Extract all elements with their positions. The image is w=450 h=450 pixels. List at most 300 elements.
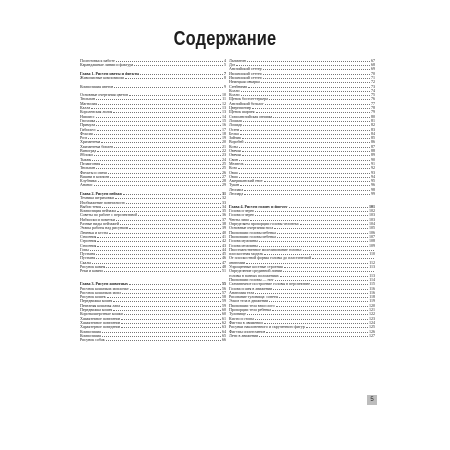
toc-entry-title: Деревья и кусты: [80, 230, 109, 235]
toc-entry-title: Дог: [229, 63, 236, 67]
toc-entry: [80, 183, 226, 187]
toc-entry-page: 85: [371, 135, 375, 140]
toc-leader-dots: [239, 144, 370, 148]
toc-leader-dots: [110, 174, 221, 178]
toc-entry-title: Белка: [229, 131, 239, 136]
toc-entry-page: 105: [369, 225, 375, 230]
toc-entry-title: Анатомия тела: [229, 290, 255, 295]
toc-entry-title: Определяем пропорции головы человека: [229, 222, 299, 226]
toc-entry-title: Роза: [80, 136, 88, 140]
toc-entry-title: Свин: [229, 157, 238, 162]
toc-entry-title: Основные очертания носа: [229, 226, 274, 230]
toc-leader-dots: [240, 131, 370, 135]
toc-entry-title: Калла: [80, 106, 91, 110]
toc-entry-page: 47: [222, 259, 226, 265]
toc-entry-title: Передвижка кошек: [80, 299, 113, 303]
toc-entry-page: 88: [371, 148, 375, 153]
toc-leader-dots: [106, 264, 221, 268]
toc-entry-title: Ирландский сеттер: [229, 75, 262, 80]
toc-entry-page: 9: [224, 83, 226, 89]
toc-leader-dots: [248, 84, 370, 88]
toc-leader-dots: [96, 97, 221, 101]
toc-entry-title: Щенок бостон-терьера: [229, 97, 268, 101]
toc-leader-dots: [114, 144, 221, 148]
toc-leader-dots: [245, 140, 370, 144]
toc-entry-page: 82: [371, 122, 375, 127]
toc-leader-dots: [117, 208, 221, 212]
toc-leader-dots: [277, 234, 368, 238]
toc-leader-dots: [106, 337, 221, 341]
toc-leader-dots: [241, 88, 370, 92]
toc-entry-title: Глава 2. Рисуем пейзаж: [80, 192, 123, 196]
toc-leader-dots: [264, 178, 370, 182]
toc-leader-dots: [92, 260, 221, 264]
toc-leader-dots: [115, 196, 221, 200]
toc-entry-page: 60: [222, 307, 226, 312]
toc-entry-page: 94: [371, 174, 375, 179]
toc-entry: [229, 191, 375, 195]
toc-entry-page: 99: [371, 191, 375, 196]
toc-leader-dots: [284, 264, 368, 268]
toc-leader-dots: [264, 251, 368, 255]
toc-leader-dots: [255, 208, 368, 212]
toc-entry-page: 57: [222, 290, 226, 295]
toc-leader-dots: [241, 92, 370, 96]
toc-leader-dots: [239, 157, 370, 161]
toc-leader-dots: [97, 127, 221, 131]
toc-entry-page: 46: [222, 255, 226, 260]
toc-leader-dots: [92, 157, 221, 161]
toc-leader-dots: [129, 92, 221, 96]
toc-entry-page: 59: [222, 302, 226, 308]
toc-leader-dots: [102, 333, 221, 337]
toc-right-column: [229, 58, 375, 337]
toc-entry-title: Ирландский сеттер: [229, 71, 262, 76]
toc-entry-title: Овца: [229, 174, 238, 179]
toc-leader-dots: [255, 213, 368, 217]
toc-leader-dots: [94, 153, 221, 157]
toc-leader-dots: [263, 71, 370, 75]
toc-leader-dots: [247, 58, 370, 62]
toc-entry-page: 63: [222, 324, 226, 329]
toc-entry-title: плоскостная модель: [229, 252, 264, 256]
toc-entry-page: 15: [222, 118, 226, 123]
toc-entry-page: 103: [369, 212, 375, 217]
toc-entry-title: головы в разных положениях: [229, 273, 279, 278]
toc-leader-dots: [311, 281, 368, 285]
page-number-badge: 5: [367, 395, 377, 405]
toc-leader-dots: [239, 174, 370, 178]
toc-entry-title: Сенбернар: [229, 84, 248, 89]
toc-leader-dots: [259, 243, 368, 247]
toc-entry-page: 18: [222, 131, 226, 136]
toc-entry-page: 14: [222, 113, 226, 119]
toc-leader-dots: [101, 140, 221, 144]
toc-entry-page: 79: [371, 109, 375, 114]
toc-entry: [80, 269, 226, 273]
toc-entry-page: 65: [222, 333, 226, 338]
toc-entry-page: 23: [222, 152, 226, 157]
toc-entry-page: 35: [222, 208, 226, 213]
toc-leader-dots: [102, 204, 221, 208]
toc-leader-dots: [140, 71, 223, 75]
toc-entry-page: 24: [222, 156, 226, 162]
toc-entry-title: Строения: [80, 243, 97, 248]
toc-entry-title: Туловище: [229, 312, 246, 316]
toc-entry-page: 103: [369, 216, 375, 222]
toc-spacer: [229, 196, 375, 205]
toc-entry-page: 93: [371, 169, 375, 175]
toc-entry-page: 12: [222, 100, 226, 106]
toc-entry-title: Разные виды пейзажей: [80, 222, 119, 226]
toc-entry-title: Характерное поведение: [80, 316, 121, 321]
toc-entry-page: 31: [222, 191, 226, 196]
toc-leader-dots: [269, 299, 368, 303]
toc-leader-dots: [121, 324, 221, 328]
toc-entry-page: 7: [224, 70, 226, 76]
toc-entry-page: 112: [369, 259, 375, 265]
toc-entry-title: Техника штриховки: [80, 196, 114, 200]
toc-entry-title: Нарцисс: [80, 114, 95, 119]
toc-entry-page: 38: [222, 221, 226, 226]
toc-leader-dots: [98, 101, 221, 105]
toc-leader-dots: [108, 170, 221, 174]
toc-entry-page: 113: [369, 272, 375, 278]
toc-entry-title: Тыквы: [80, 157, 92, 162]
toc-entry-title: Передвижка кошек: [80, 308, 113, 312]
toc-entry-title: Воробей: [229, 140, 244, 144]
toc-entry-title: Композиция: [80, 329, 101, 333]
toc-entry-title: Овца: [229, 170, 238, 175]
toc-entry-page: 118: [369, 294, 375, 299]
toc-entry-page: 74: [371, 88, 375, 93]
toc-entry-page: 44: [222, 247, 226, 252]
toc-entry-page: 125: [369, 324, 375, 329]
toc-entry-page: 41: [222, 234, 226, 239]
toc-entry-page: 64: [222, 328, 226, 333]
toc-entry-title: Этапы работы над рисунком: [80, 226, 129, 230]
toc-entry-page: 120: [369, 302, 375, 308]
toc-leader-dots: [97, 148, 221, 152]
toc-entry-title: Основные очертания цветов: [80, 93, 128, 97]
toc-leader-dots: [107, 294, 221, 298]
toc-leader-dots: [97, 243, 221, 247]
toc-leader-dots: [101, 161, 221, 165]
toc-entry-title: Эскиз тела в движении: [229, 299, 269, 303]
toc-leader-dots: [238, 165, 370, 169]
toc-entry-page: 84: [371, 131, 375, 136]
toc-entry-title: Лошадь: [229, 123, 243, 127]
toc-entry-title: Фигуры спортсменов: [229, 329, 266, 333]
toc-entry-title: Королевская лилия: [80, 110, 113, 114]
toc-entry-title: Характерное поведение: [80, 325, 121, 329]
toc-entry-page: 60: [222, 311, 226, 316]
toc-leader-dots: [279, 294, 368, 298]
toc-entry-title: Короткошерстные кошки: [80, 312, 123, 316]
toc-entry-title: Овечьи: [229, 153, 242, 157]
toc-entry-page: 121: [369, 307, 375, 312]
toc-entry-page: 123: [369, 315, 375, 321]
toc-entry-page: 19: [222, 135, 226, 140]
toc-entry-page: 114: [369, 277, 375, 282]
toc-leader-dots: [114, 84, 223, 88]
toc-entry-page: 72: [371, 79, 375, 84]
toc-leader-dots: [122, 290, 221, 294]
toc-leader-dots: [244, 191, 370, 195]
toc-entry-title: Рисование туловища: советы: [229, 295, 279, 299]
toc-leader-dots: [88, 135, 221, 139]
toc-entry-page: 61: [222, 315, 226, 321]
toc-leader-dots: [266, 329, 368, 333]
toc-entry-title: Голова мужчины: [229, 239, 258, 243]
toc-entry-title: Дети в движении: [229, 333, 259, 338]
toc-entry-title: Голова мужчины: [229, 243, 258, 248]
toc-entry-title: Композиция цветов: [80, 84, 114, 89]
toc-leader-dots: [121, 316, 221, 320]
toc-entry-title: Пропорции головы ребенка: [229, 234, 276, 239]
toc-entry-page: 77: [371, 100, 375, 106]
toc-entry: [80, 62, 226, 66]
toc-entry-page: 91: [371, 161, 375, 166]
toc-entry-title: Немецкая овчарка: [229, 80, 260, 84]
toc-leader-dots: [243, 118, 370, 122]
toc-entry-title: Медведь: [229, 161, 244, 166]
toc-entry-page: 124: [369, 320, 375, 325]
toc-entry-page: 4: [224, 58, 226, 63]
toc-entry-page: 127: [369, 333, 375, 338]
toc-entry-page: 37: [222, 216, 226, 222]
toc-entry-title: Передняя кошачья лапа: [80, 303, 120, 308]
toc-entry-title: Рисунок камня: [80, 265, 106, 269]
toc-entry-title: Фрукты и орехи: [80, 170, 108, 175]
toc-entry-page: 36: [222, 212, 226, 217]
toc-entry-page: 28: [222, 178, 226, 183]
toc-entry-title: Глава 4. Рисуем голову и фигуру: [229, 204, 288, 209]
toc-entry-title: Ананас: [80, 183, 93, 187]
toc-entry-page: 119: [369, 298, 375, 303]
toc-entry-title: Характерное поведение: [80, 320, 121, 325]
toc-entry-title: Пространственное моделирование головы:: [229, 247, 302, 252]
toc-entry-title: Виноград: [80, 149, 97, 153]
toc-leader-dots: [250, 217, 368, 221]
toc-entry-title: Изображение поверхности: [80, 200, 126, 205]
toc-leader-dots: [263, 67, 370, 71]
toc-leader-dots: [98, 178, 221, 182]
toc-entry-title: От плоскостной формы головы до пластической: [229, 256, 312, 260]
toc-entry-page: 25: [222, 161, 226, 166]
toc-entry-title: Вишни в корзине: [80, 174, 110, 179]
toc-entry-title: Голова и шея в движении: [229, 286, 273, 291]
toc-leader-dots: [273, 286, 368, 290]
toc-entry-title: Клубника: [80, 179, 97, 183]
toc-entry-page: 51: [222, 268, 226, 273]
toc-entry-page: 116: [369, 290, 375, 295]
toc-entry-page: 86: [371, 139, 375, 144]
toc-entry-title: Далматин: [229, 58, 246, 63]
toc-entry-page: 96: [371, 182, 375, 187]
toc-leader-dots: [116, 217, 221, 221]
toc-entry-page: 40: [222, 229, 226, 235]
toc-leader-dots: [129, 226, 221, 230]
toc-entry-title: Упрощенные костные строения: [229, 265, 283, 269]
toc-entry-page: 71: [371, 75, 375, 80]
toc-entry-page: 109: [369, 242, 375, 248]
toc-leader-dots: [247, 312, 368, 316]
toc-entry-title: Козы: [229, 144, 238, 149]
toc-entry-title: Черты лица: [229, 217, 249, 222]
toc-entry-title: Колли: [229, 88, 240, 93]
toc-entry-page: 17: [222, 126, 226, 132]
toc-entry-page: 107: [369, 234, 375, 239]
toc-leader-dots: [256, 110, 370, 114]
toc-entry-page: 32: [222, 195, 226, 200]
toc-entry-page: 95: [371, 178, 375, 183]
toc-entry-title: Глава 3. Рисуем животных: [80, 282, 129, 286]
toc-leader-dots: [263, 75, 370, 79]
toc-entry-page: 11: [222, 96, 226, 101]
toc-leader-dots: [303, 247, 374, 251]
toc-entry-title: Колли: [229, 93, 240, 97]
toc-entry-title: Реки и камни: [80, 269, 103, 273]
toc-leader-dots: [264, 320, 368, 324]
toc-entry-page: 42: [222, 238, 226, 243]
toc-entry-title: Зайчик: [229, 136, 242, 140]
toc-entry-page: 73: [371, 83, 375, 89]
toc-entry-page: 67: [371, 58, 375, 63]
toc-entry-title: Скалы: [80, 260, 92, 265]
toc-leader-dots: [90, 247, 221, 251]
toc-leader-dots: [275, 277, 369, 281]
toc-leader-dots: [240, 183, 370, 187]
toc-entry-title: Пустыня: [80, 252, 96, 256]
toc-spacer: [80, 273, 226, 282]
toc-entry: [80, 84, 226, 88]
toc-entry-page: 104: [369, 221, 375, 226]
toc-leader-dots: [138, 213, 221, 217]
toc-entry-title: Горы: [80, 247, 89, 252]
toc-entry-title: Определение срединной линии: [229, 269, 283, 273]
toc-entry-title: Леопард: [229, 187, 244, 192]
toc-leader-dots: [129, 281, 221, 285]
toc-entry-title: Рисунки наклоненного и скрученного фигур: [229, 325, 305, 329]
toc-entry-title: Карандашные линии и фактура: [80, 63, 134, 67]
toc-leader-dots: [124, 312, 221, 316]
toc-leader-dots: [104, 269, 221, 273]
toc-leader-dots: [130, 286, 221, 290]
toc-leader-dots: [102, 329, 221, 333]
toc-entry-page: 101: [369, 204, 375, 209]
toc-leader-dots: [277, 230, 368, 234]
toc-entry-page: 66: [222, 337, 226, 342]
toc-entry-title: Композиция пейзажа: [80, 209, 116, 213]
toc-leader-dots: [245, 161, 370, 165]
toc-leader-dots: [123, 191, 221, 195]
toc-entry-page: 68: [371, 62, 375, 67]
toc-entry-page: 80: [371, 113, 375, 119]
toc-entry-title: Наброски и пометки: [80, 217, 116, 222]
toc-leader-dots: [240, 127, 370, 131]
toc-entry-title: Кисти и стопы: [229, 316, 254, 321]
toc-leader-dots: [300, 221, 368, 225]
toc-leader-dots: [113, 299, 221, 303]
toc-entry-title: Рисунок кошек: [80, 295, 106, 299]
toc-entry-page: 92: [371, 165, 375, 170]
toc-entry-title: Голова и череп: [229, 209, 255, 213]
toc-leader-dots: [246, 260, 368, 264]
toc-entry-title: Цвергпинчер: [229, 106, 252, 110]
toc-entry-title: Щенок шарпея: [229, 110, 255, 114]
toc-entry-title: Гвоздика: [80, 118, 96, 123]
toc-entry-title: Тюльпан: [80, 97, 96, 101]
toc-leader-dots: [121, 303, 221, 307]
toc-leader-dots: [261, 79, 370, 83]
toc-entry-page: 59: [222, 298, 226, 303]
toc-leader-dots: [96, 118, 221, 122]
toc-entry-page: 122: [369, 311, 375, 316]
toc-entry-title: Композиция: [80, 333, 101, 338]
toc-entry-title: Тюльпан: [80, 166, 96, 170]
toc-leader-dots: [113, 307, 221, 311]
toc-entry-title: Советы по работе с перспективой: [80, 213, 138, 217]
toc-entry-page: 90: [371, 156, 375, 162]
toc-leader-dots: [116, 58, 223, 62]
toc-entry-page: 69: [371, 66, 375, 71]
toc-entry-page: 22: [222, 148, 226, 153]
toc-entry-page: 116: [369, 285, 375, 291]
toc-entry-page: 89: [371, 152, 375, 157]
toc-entry-page: 126: [369, 328, 375, 333]
toc-entry-page: 10: [222, 92, 226, 97]
toc-entry-page: 13: [222, 105, 226, 110]
toc-entry-page: 81: [371, 118, 375, 123]
toc-leader-dots: [120, 221, 221, 225]
toc-leader-dots: [239, 170, 370, 174]
toc-entry-page: 87: [371, 143, 375, 149]
toc-entry-title: Магнолия: [80, 101, 98, 106]
toc-leader-dots: [289, 204, 368, 208]
toc-leader-dots: [242, 135, 370, 139]
toc-entry-page: 113: [369, 264, 375, 269]
toc-entry-title: Примула: [80, 123, 96, 127]
toc-leader-dots: [109, 230, 221, 234]
toc-entry-page: 110: [369, 251, 375, 256]
toc-entry-page: 102: [369, 208, 375, 213]
toc-entry-title: Староанглийская овчарка: [229, 114, 273, 119]
toc-leader-dots: [236, 62, 370, 66]
toc-leader-dots: [121, 320, 221, 324]
toc-entry-title: Коза: [229, 166, 237, 170]
toc-entry-page: 27: [222, 174, 226, 179]
toc-entry-title: анатомии: [229, 260, 246, 265]
toc-leader-dots: [113, 110, 221, 114]
toc-entry-page: 56: [222, 285, 226, 291]
toc-entry-title: Подготовка к работе: [80, 58, 115, 63]
toc-entry-title: Леопард: [229, 192, 244, 196]
toc-entry-title: Американский енот: [229, 179, 263, 183]
toc-entry-title: Рисунок кошачьих морд: [80, 290, 122, 295]
toc-leader-dots: [242, 153, 370, 157]
toc-entry-title: Пропорции тела взрослого: [229, 303, 275, 308]
toc-entry: [80, 75, 226, 79]
toc-entry-page: 33: [222, 199, 226, 205]
toc-entry-page: 8: [224, 75, 226, 80]
toc-leader-dots: [243, 122, 370, 126]
toc-leader-dots: [97, 234, 221, 238]
toc-leader-dots: [306, 324, 368, 328]
toc-entry-title: Хризантема: [80, 140, 101, 144]
toc-leader-dots: [255, 316, 368, 320]
toc-entry-title: Фуксия: [80, 131, 93, 136]
